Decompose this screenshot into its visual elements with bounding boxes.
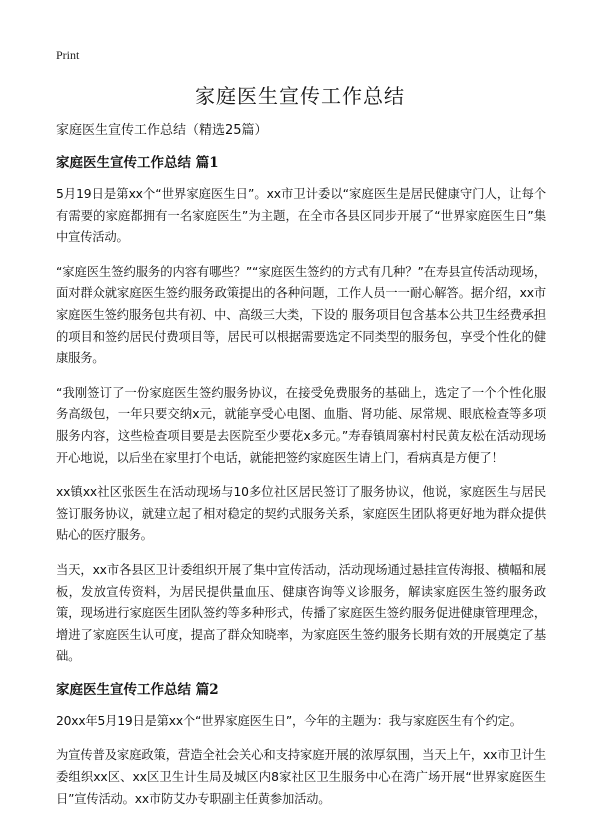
section-1-paragraph-5: 当天，xx市各县区卫计委组织开展了集中宣传活动，活动现场通过悬挂宣传海报、横幅和展板，发放宣传资料，为居民提供量血压、健康咨询等义诊服务，解读家庭医生签约服务政策，现场进行家庭医生团队签约等多种形式，传播了家庭医生签约服务促进健康管理理念，增进了家庭医生认可度，提高了群众知晓率，为家庭医生签约服务长期有效的开展奠定了基础。 [56, 562, 546, 664]
page-title: 家庭医生宣传工作总结 [195, 84, 405, 108]
section-2-paragraph-2: 为宣传普及家庭政策，营造全社会关心和支持家庭开展的浓厚氛围，当天上午，xx市卫计生委组织xx区、xx区卫生计生局及城区内8家社区卫生服务中心在湾广场开展“世界家庭医生日”宣传活动。xx市防艾办专职副主任黄参加活动。 [56, 748, 546, 806]
section-heading-1: 家庭医生宣传工作总结 篇1 [56, 155, 219, 171]
print-label: Print [56, 48, 80, 62]
section-1-paragraph-1: 5月19日是第xx个“世界家庭医生日”。xx市卫计委以“家庭医生是居民健康守门人，让每个有需要的家庭都拥有一名家庭医生”为主题，在全市各县区同步开展了“世界家庭医生日”集中宣传活动。 [56, 187, 546, 245]
section-1-paragraph-2: “家庭医生签约服务的内容有哪些？”“家庭医生签约的方式有几种？”在寿县宣传活动现场，面对群众就家庭医生签约服务政策提出的各种问题，工作人员一一耐心解答。据介绍，xx市家庭医生签约服务包共有初、中、高级三大类，下设的 服务项目包含基本公共卫生经费承担的项目和签约居民付费项目等，居民可以根据需要选定不同类型的服务包，享受个性化的健康服务。 [56, 264, 546, 366]
section-1-paragraph-4: xx镇xx社区张医生在活动现场与10多位社区居民签订了服务协议，他说，家庭医生与居民签订服务协议，就建立起了相对稳定的契约式服务关系，家庭医生团队将更好地为群众提供贴心的医疗服务。 [56, 485, 546, 543]
document-body [56, 122, 546, 823]
section-1-paragraph-3: “我刚签订了一份家庭医生签约服务协议，在接受免费服务的基础上，选定了一个个性化服务高级包，一年只要交纳x元，就能享受心电图、血脂、肾功能、尿常规、眼底检查等多项服务内容，这些检查项目要是去医院至少要花x多元。”寿春镇周寨村村民黄友松在活动现场开心地说，以后坐在家里打个电话，就能把签约家庭医生请上门，看病真是方便了！ [56, 385, 546, 465]
section-heading-2: 家庭医生宣传工作总结 篇2 [56, 681, 219, 698]
section-2-paragraph-1: 20xx年5月19日是第xx个“世界家庭医生日”，今年的主题为：我与家庭医生有个约定。 [56, 713, 522, 728]
document-subtitle: 家庭医生宣传工作总结（精选25篇） [56, 123, 268, 138]
